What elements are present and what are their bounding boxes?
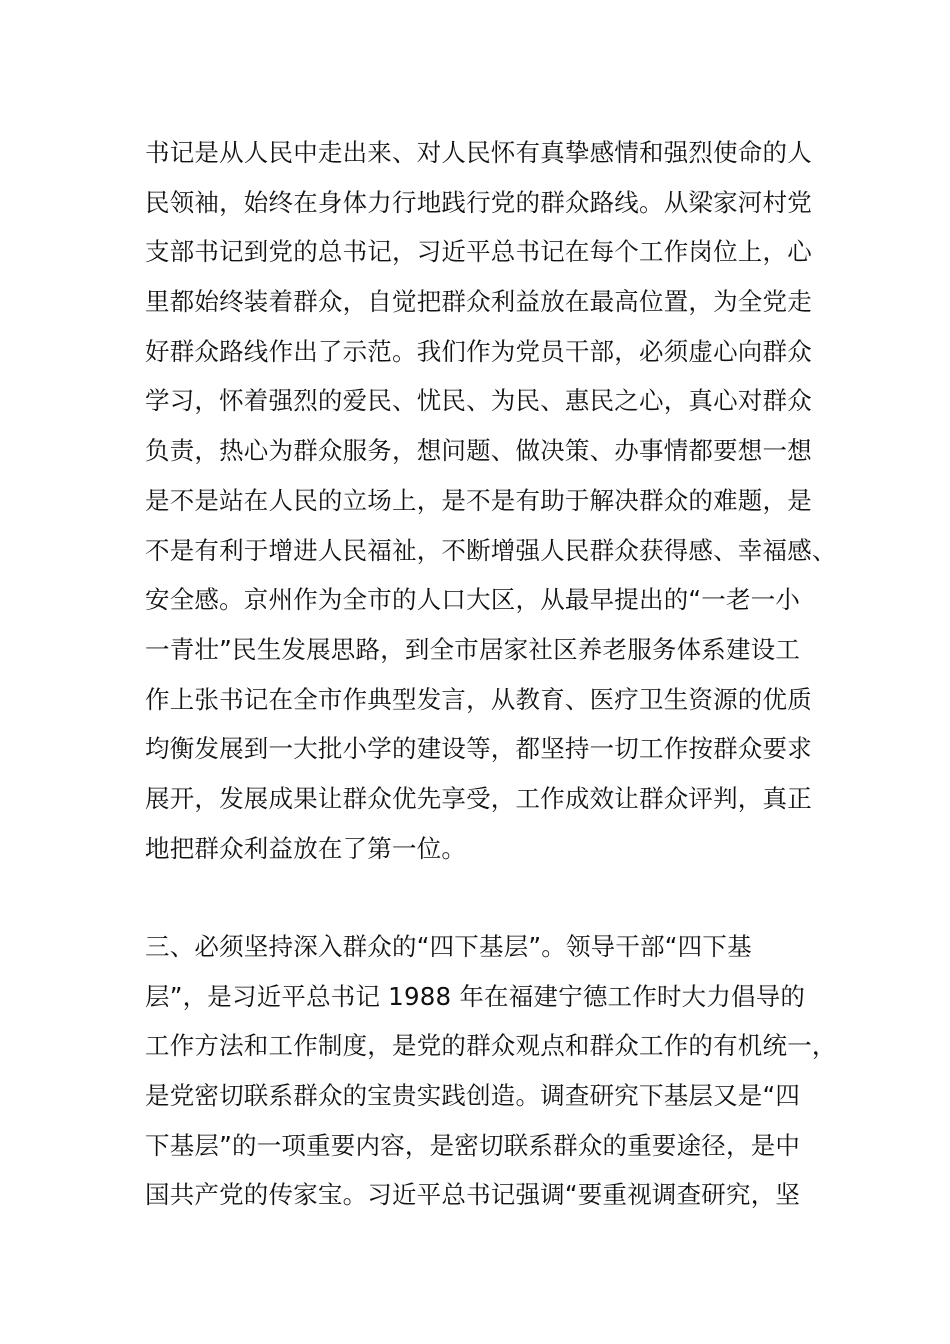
text-line: 书记是从人民中走出来、对人民怀有真挚感情和强烈使命的人: [145, 138, 812, 167]
text-line: 支部书记到党的总书记，习近平总书记在每个工作岗位上，心: [145, 237, 812, 267]
text-line: 是党密切联系群众的宝贵实践创造。调查研究下基层又是“四: [145, 1081, 801, 1111]
text-line: 安全感。京州作为全市的人口大区，从最早提出的“一老一小: [145, 585, 801, 615]
text-line: 负责，热心为群众服务，想问题、做决策、办事情都要想一想: [145, 436, 812, 466]
text-line: 层”，是习近平总书记 1988 年在福建宁德工作时大力倡导的: [145, 981, 806, 1011]
text-line: 不是有利于增进人民福祉，不断增强人民群众获得感、幸福感、: [145, 535, 837, 565]
text-line: 好群众路线作出了示范。我们作为党员干部，必须虚心向群众: [145, 336, 812, 366]
text-line: 展开，发展成果让群众优先享受，工作成效让群众评判，真正: [145, 783, 812, 813]
text-line: 均衡发展到一大批小学的建设等，都坚持一切工作按群众要求: [145, 734, 812, 764]
text-line: 学习，怀着强烈的爱民、忧民、为民、惠民之心，真心对群众: [145, 386, 812, 416]
text-line: 三、必须坚持深入群众的“四下基层”。领导干部“四下基: [145, 932, 752, 961]
text-line: 一青壮”民生发展思路，到全市居家社区养老服务体系建设工: [145, 634, 801, 664]
paragraph-2: [145, 922, 837, 1220]
text-line: 工作方法和工作制度，是党的群众观点和群众工作的有机统一，: [145, 1031, 837, 1061]
text-line: 是不是站在人民的立场上，是不是有助于解决群众的难题，是: [145, 485, 812, 515]
text-line: 下基层”的一项重要内容，是密切联系群众的重要途径，是中: [145, 1130, 801, 1160]
text-line: 作上张书记在全市作典型发言，从教育、医疗卫生资源的优质: [145, 684, 812, 714]
text-line: 民领袖，始终在身体力行地践行党的群众路线。从梁家河村党: [145, 187, 812, 217]
text-line: 里都始终装着群众，自觉把群众利益放在最高位置，为全党走: [145, 287, 812, 317]
text-line: 国共产党的传家宝。习近平总书记强调“要重视调查研究，坚: [145, 1180, 801, 1210]
paragraph-1: [145, 128, 837, 873]
text-line: 地把群众利益放在了第一位。: [145, 833, 467, 863]
